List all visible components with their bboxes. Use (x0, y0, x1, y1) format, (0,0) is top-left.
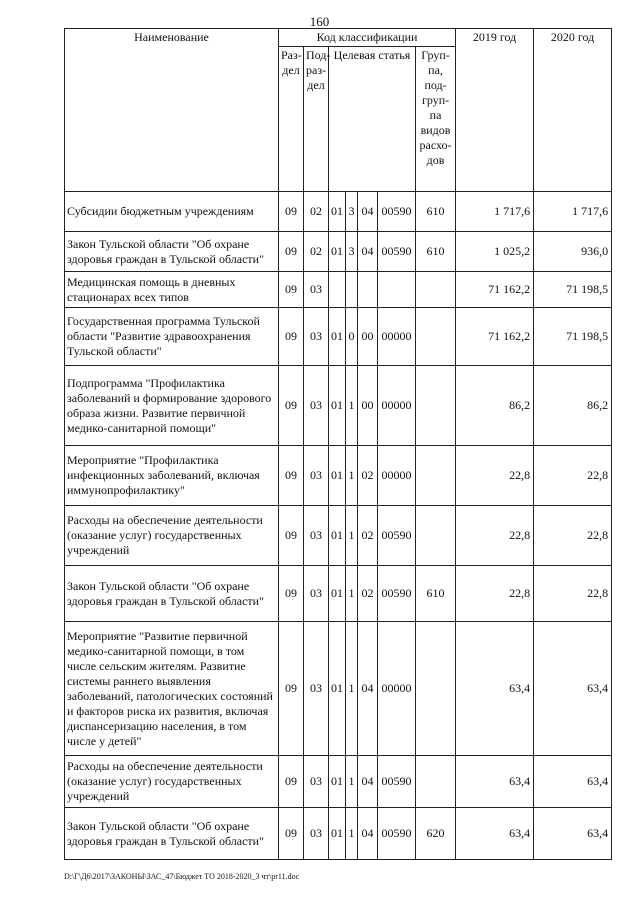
row-value-2019: 63,4 (456, 808, 534, 860)
row-target-event: 04 (358, 622, 378, 756)
row-razdel: 09 (279, 366, 304, 446)
row-target-event: 02 (358, 506, 378, 566)
row-expense-group (416, 506, 456, 566)
header-podrazdel: Под-раз-дел (304, 47, 329, 192)
row-podrazdel: 02 (304, 232, 329, 272)
row-expense-group (416, 622, 456, 756)
row-expense-group (416, 308, 456, 366)
table-row (65, 566, 612, 622)
row-podrazdel: 03 (304, 756, 329, 808)
row-target-direction: 00000 (378, 366, 416, 446)
row-name: Мероприятие "Развитие первичной медико-санитарной помощи, в том числе сельским жителям. Развитие системы раннего выявления заболеваний, патологических состояний и факторов риска их развития, включая диспансеризацию населения, в том числе у детей" (65, 622, 279, 756)
row-value-2020: 86,2 (534, 366, 612, 446)
row-podrazdel: 03 (304, 808, 329, 860)
row-value-2019: 63,4 (456, 756, 534, 808)
row-podrazdel: 03 (304, 446, 329, 506)
row-target-direction: 00590 (378, 808, 416, 860)
table-row (65, 622, 612, 756)
row-value-2020: 22,8 (534, 506, 612, 566)
row-expense-group (416, 756, 456, 808)
row-target-subprogram: 1 (346, 756, 358, 808)
row-name: Субсидии бюджетным учреждениям (65, 192, 279, 232)
table-row (65, 366, 612, 446)
row-target-direction: 00000 (378, 446, 416, 506)
row-target-subprogram: 1 (346, 506, 358, 566)
table-row (65, 506, 612, 566)
row-podrazdel: 03 (304, 622, 329, 756)
row-value-2019: 71 162,2 (456, 308, 534, 366)
row-podrazdel: 03 (304, 506, 329, 566)
row-target-event: 04 (358, 192, 378, 232)
row-expense-group (416, 366, 456, 446)
row-name: Подпрограмма "Профилактика заболеваний и формирование здорового образа жизни. Развитие первичной медико-санитарной помощи" (65, 366, 279, 446)
row-target-program: 01 (329, 808, 346, 860)
header-2020: 2020 год (534, 29, 612, 192)
row-target-direction: 00590 (378, 756, 416, 808)
row-expense-group: 610 (416, 566, 456, 622)
row-target-program: 01 (329, 756, 346, 808)
row-target-direction: 00000 (378, 622, 416, 756)
row-expense-group: 620 (416, 808, 456, 860)
header-razdel: Раз-дел (279, 47, 304, 192)
row-razdel: 09 (279, 272, 304, 308)
row-target-event: 00 (358, 366, 378, 446)
row-target-program: 01 (329, 446, 346, 506)
row-razdel: 09 (279, 308, 304, 366)
row-target-event: 04 (358, 756, 378, 808)
row-target-subprogram: 1 (346, 366, 358, 446)
row-expense-group (416, 272, 456, 308)
row-value-2020: 63,4 (534, 622, 612, 756)
row-expense-group: 610 (416, 232, 456, 272)
row-value-2020: 71 198,5 (534, 308, 612, 366)
header-code: Код классификации (279, 29, 456, 47)
row-razdel: 09 (279, 756, 304, 808)
header-name: Наименование (65, 29, 279, 192)
row-expense-group: 610 (416, 192, 456, 232)
row-target-direction: 00590 (378, 232, 416, 272)
table-row (65, 756, 612, 808)
row-value-2020: 22,8 (534, 566, 612, 622)
row-target-direction: 00000 (378, 308, 416, 366)
row-podrazdel: 03 (304, 272, 329, 308)
row-value-2019: 86,2 (456, 366, 534, 446)
row-value-2020: 63,4 (534, 756, 612, 808)
row-target-program: 01 (329, 566, 346, 622)
row-target-subprogram: 3 (346, 232, 358, 272)
row-target-subprogram: 1 (346, 566, 358, 622)
table-row (65, 192, 612, 232)
row-target-direction (378, 272, 416, 308)
row-name: Закон Тульской области "Об охране здоровья граждан в Тульской области" (65, 808, 279, 860)
row-name: Расходы на обеспечение деятельности (оказание услуг) государственных учреждений (65, 756, 279, 808)
row-value-2020: 63,4 (534, 808, 612, 860)
row-target-program: 01 (329, 506, 346, 566)
row-name: Мероприятие "Профилактика инфекционных заболеваний, включая иммунопрофилактику" (65, 446, 279, 506)
row-target-subprogram: 1 (346, 808, 358, 860)
row-target-program: 01 (329, 308, 346, 366)
budget-table (64, 28, 612, 860)
table-row (65, 808, 612, 860)
row-podrazdel: 03 (304, 566, 329, 622)
page-number: 160 (309, 14, 330, 29)
row-value-2019: 63,4 (456, 622, 534, 756)
row-value-2020: 71 198,5 (534, 272, 612, 308)
row-target-program (329, 272, 346, 308)
table-row (65, 308, 612, 366)
row-value-2019: 22,8 (456, 446, 534, 506)
row-name: Медицинская помощь в дневных стационарах всех типов (65, 272, 279, 308)
row-razdel: 09 (279, 622, 304, 756)
row-razdel: 09 (279, 566, 304, 622)
row-value-2020: 936,0 (534, 232, 612, 272)
row-target-program: 01 (329, 232, 346, 272)
row-target-event: 02 (358, 566, 378, 622)
row-value-2020: 22,8 (534, 446, 612, 506)
row-target-program: 01 (329, 192, 346, 232)
row-target-event: 00 (358, 308, 378, 366)
row-razdel: 09 (279, 232, 304, 272)
row-target-direction: 00590 (378, 566, 416, 622)
row-target-program: 01 (329, 622, 346, 756)
row-target-program: 01 (329, 366, 346, 446)
row-target-subprogram: 0 (346, 308, 358, 366)
row-target-event: 04 (358, 232, 378, 272)
row-target-direction: 00590 (378, 506, 416, 566)
row-value-2019: 71 162,2 (456, 272, 534, 308)
table-row (65, 272, 612, 308)
row-name: Государственная программа Тульской области "Развитие здравоохранения Тульской области" (65, 308, 279, 366)
row-expense-group (416, 446, 456, 506)
table-row (65, 446, 612, 506)
row-target-subprogram: 1 (346, 446, 358, 506)
row-target-subprogram: 3 (346, 192, 358, 232)
row-name: Закон Тульской области "Об охране здоровья граждан в Тульской области" (65, 566, 279, 622)
footer-path: D:\Г\Д6\2017\ЗАКОНЫ\ЗАС_47\Бюджет ТО 2018-2020_3 чт\pr11.doc (64, 872, 300, 881)
row-value-2019: 1 717,6 (456, 192, 534, 232)
header-group: Груп-па, под-груп-па видов расхо-дов (416, 47, 456, 192)
row-podrazdel: 03 (304, 366, 329, 446)
row-name: Расходы на обеспечение деятельности (оказание услуг) государственных учреждений (65, 506, 279, 566)
table-row (65, 232, 612, 272)
row-value-2019: 22,8 (456, 506, 534, 566)
row-value-2019: 1 025,2 (456, 232, 534, 272)
row-value-2020: 1 717,6 (534, 192, 612, 232)
row-razdel: 09 (279, 192, 304, 232)
row-target-subprogram (346, 272, 358, 308)
header-2019: 2019 год (456, 29, 534, 192)
row-target-direction: 00590 (378, 192, 416, 232)
header-target: Целевая статья (329, 47, 416, 192)
row-target-subprogram: 1 (346, 622, 358, 756)
row-value-2019: 22,8 (456, 566, 534, 622)
row-razdel: 09 (279, 808, 304, 860)
row-target-event: 02 (358, 446, 378, 506)
row-razdel: 09 (279, 506, 304, 566)
row-name: Закон Тульской области "Об охране здоровья граждан в Тульской области" (65, 232, 279, 272)
row-podrazdel: 03 (304, 308, 329, 366)
row-target-event (358, 272, 378, 308)
row-podrazdel: 02 (304, 192, 329, 232)
row-target-event: 04 (358, 808, 378, 860)
row-razdel: 09 (279, 446, 304, 506)
